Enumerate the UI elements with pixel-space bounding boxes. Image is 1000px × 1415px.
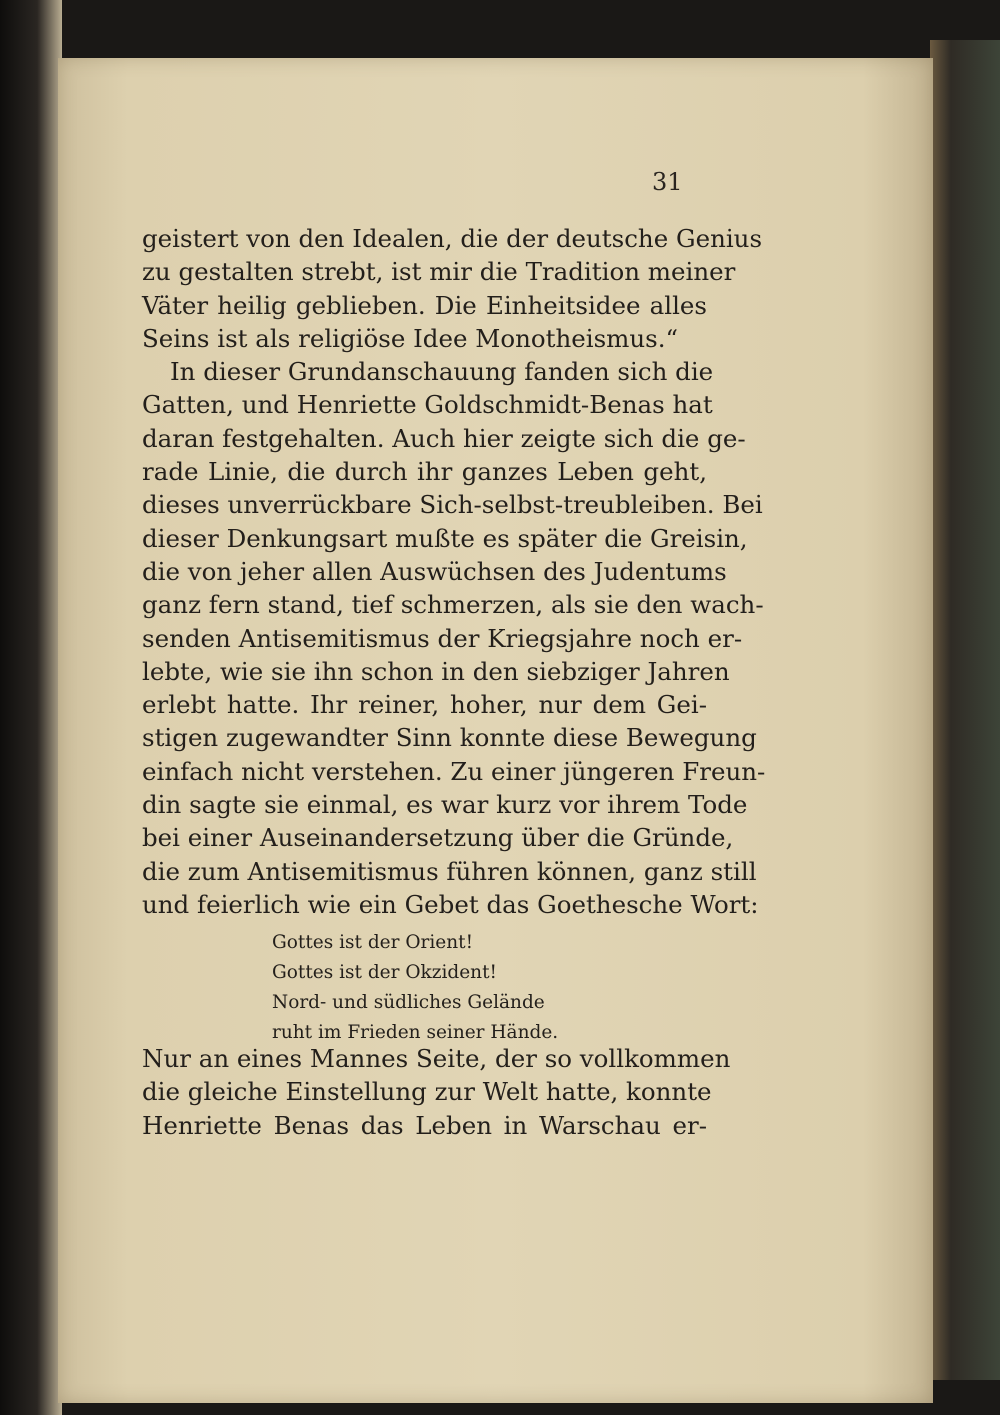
text-line: geistert von den Idealen, die der deutsche Genius xyxy=(142,224,763,253)
book-cover-edge xyxy=(930,40,1000,1380)
goethe-verse xyxy=(272,928,572,1048)
main-paragraph xyxy=(142,222,766,921)
text-line: bei einer Auseinandersetzung über die Gründe, xyxy=(142,823,734,853)
verse-line: Nord- und südliches Gelände xyxy=(272,992,545,1013)
text-line: die gleiche Einstellung zur Welt hatte, konnte xyxy=(142,1077,712,1107)
text-line: einfach nicht verstehen. Zu einer jüngeren Freun- xyxy=(142,756,766,786)
text-line: ganz fern stand, tief schmerzen, als sie den wach- xyxy=(142,590,764,620)
closing-paragraph xyxy=(142,1042,731,1142)
text-line: die zum Antisemitismus führen können, ganz still xyxy=(142,856,757,886)
text-line: dieser Denkungsart mußte es später die Greisin, xyxy=(142,523,748,553)
text-line: und feierlich wie ein Gebet das Goethesche Wort: xyxy=(142,889,759,919)
text-line: lebte, wie sie ihn schon in den siebziger Jahren xyxy=(142,656,730,686)
text-line: Seins ist als religiöse Idee Monotheismus.“ xyxy=(142,323,679,353)
text-line: daran festgehalten. Auch hier zeigte sich die ge- xyxy=(142,423,746,453)
text-line: erlebt hatte. Ihr reiner, hoher, nur dem Gei- xyxy=(142,690,707,720)
verse-line: Gottes ist der Okzident! xyxy=(272,962,497,983)
text-line: In dieser Grundanschauung fanden sich die xyxy=(170,357,714,387)
text-line: Väter heilig geblieben. Die Einheitsidee alles xyxy=(142,290,707,320)
page-number: 31 xyxy=(652,168,683,196)
text-line: Nur an eines Mannes Seite, der so vollkommen xyxy=(142,1044,731,1073)
text-line: zu gestalten strebt, ist mir die Tradition meiner xyxy=(142,257,736,287)
book-spine xyxy=(0,0,62,1415)
text-line: stigen zugewandter Sinn konnte diese Bewegung xyxy=(142,723,757,753)
verse-line: Gottes ist der Orient! xyxy=(272,932,474,953)
verse-line: ruht im Frieden seiner Hände. xyxy=(272,1022,559,1043)
text-line: Henriette Benas das Leben in Warschau er- xyxy=(142,1110,707,1140)
text-line: senden Antisemitismus der Kriegsjahre noch er- xyxy=(142,623,743,653)
text-line: din sagte sie einmal, es war kurz vor ihrem Tode xyxy=(142,790,748,820)
text-line: dieses unverrückbare Sich-selbst-treubleiben. Bei xyxy=(142,490,763,520)
text-line: die von jeher allen Auswüchsen des Judentums xyxy=(142,556,727,586)
text-line: Gatten, und Henriette Goldschmidt-Benas hat xyxy=(142,390,713,420)
text-line: rade Linie, die durch ihr ganzes Leben geht, xyxy=(142,457,707,487)
